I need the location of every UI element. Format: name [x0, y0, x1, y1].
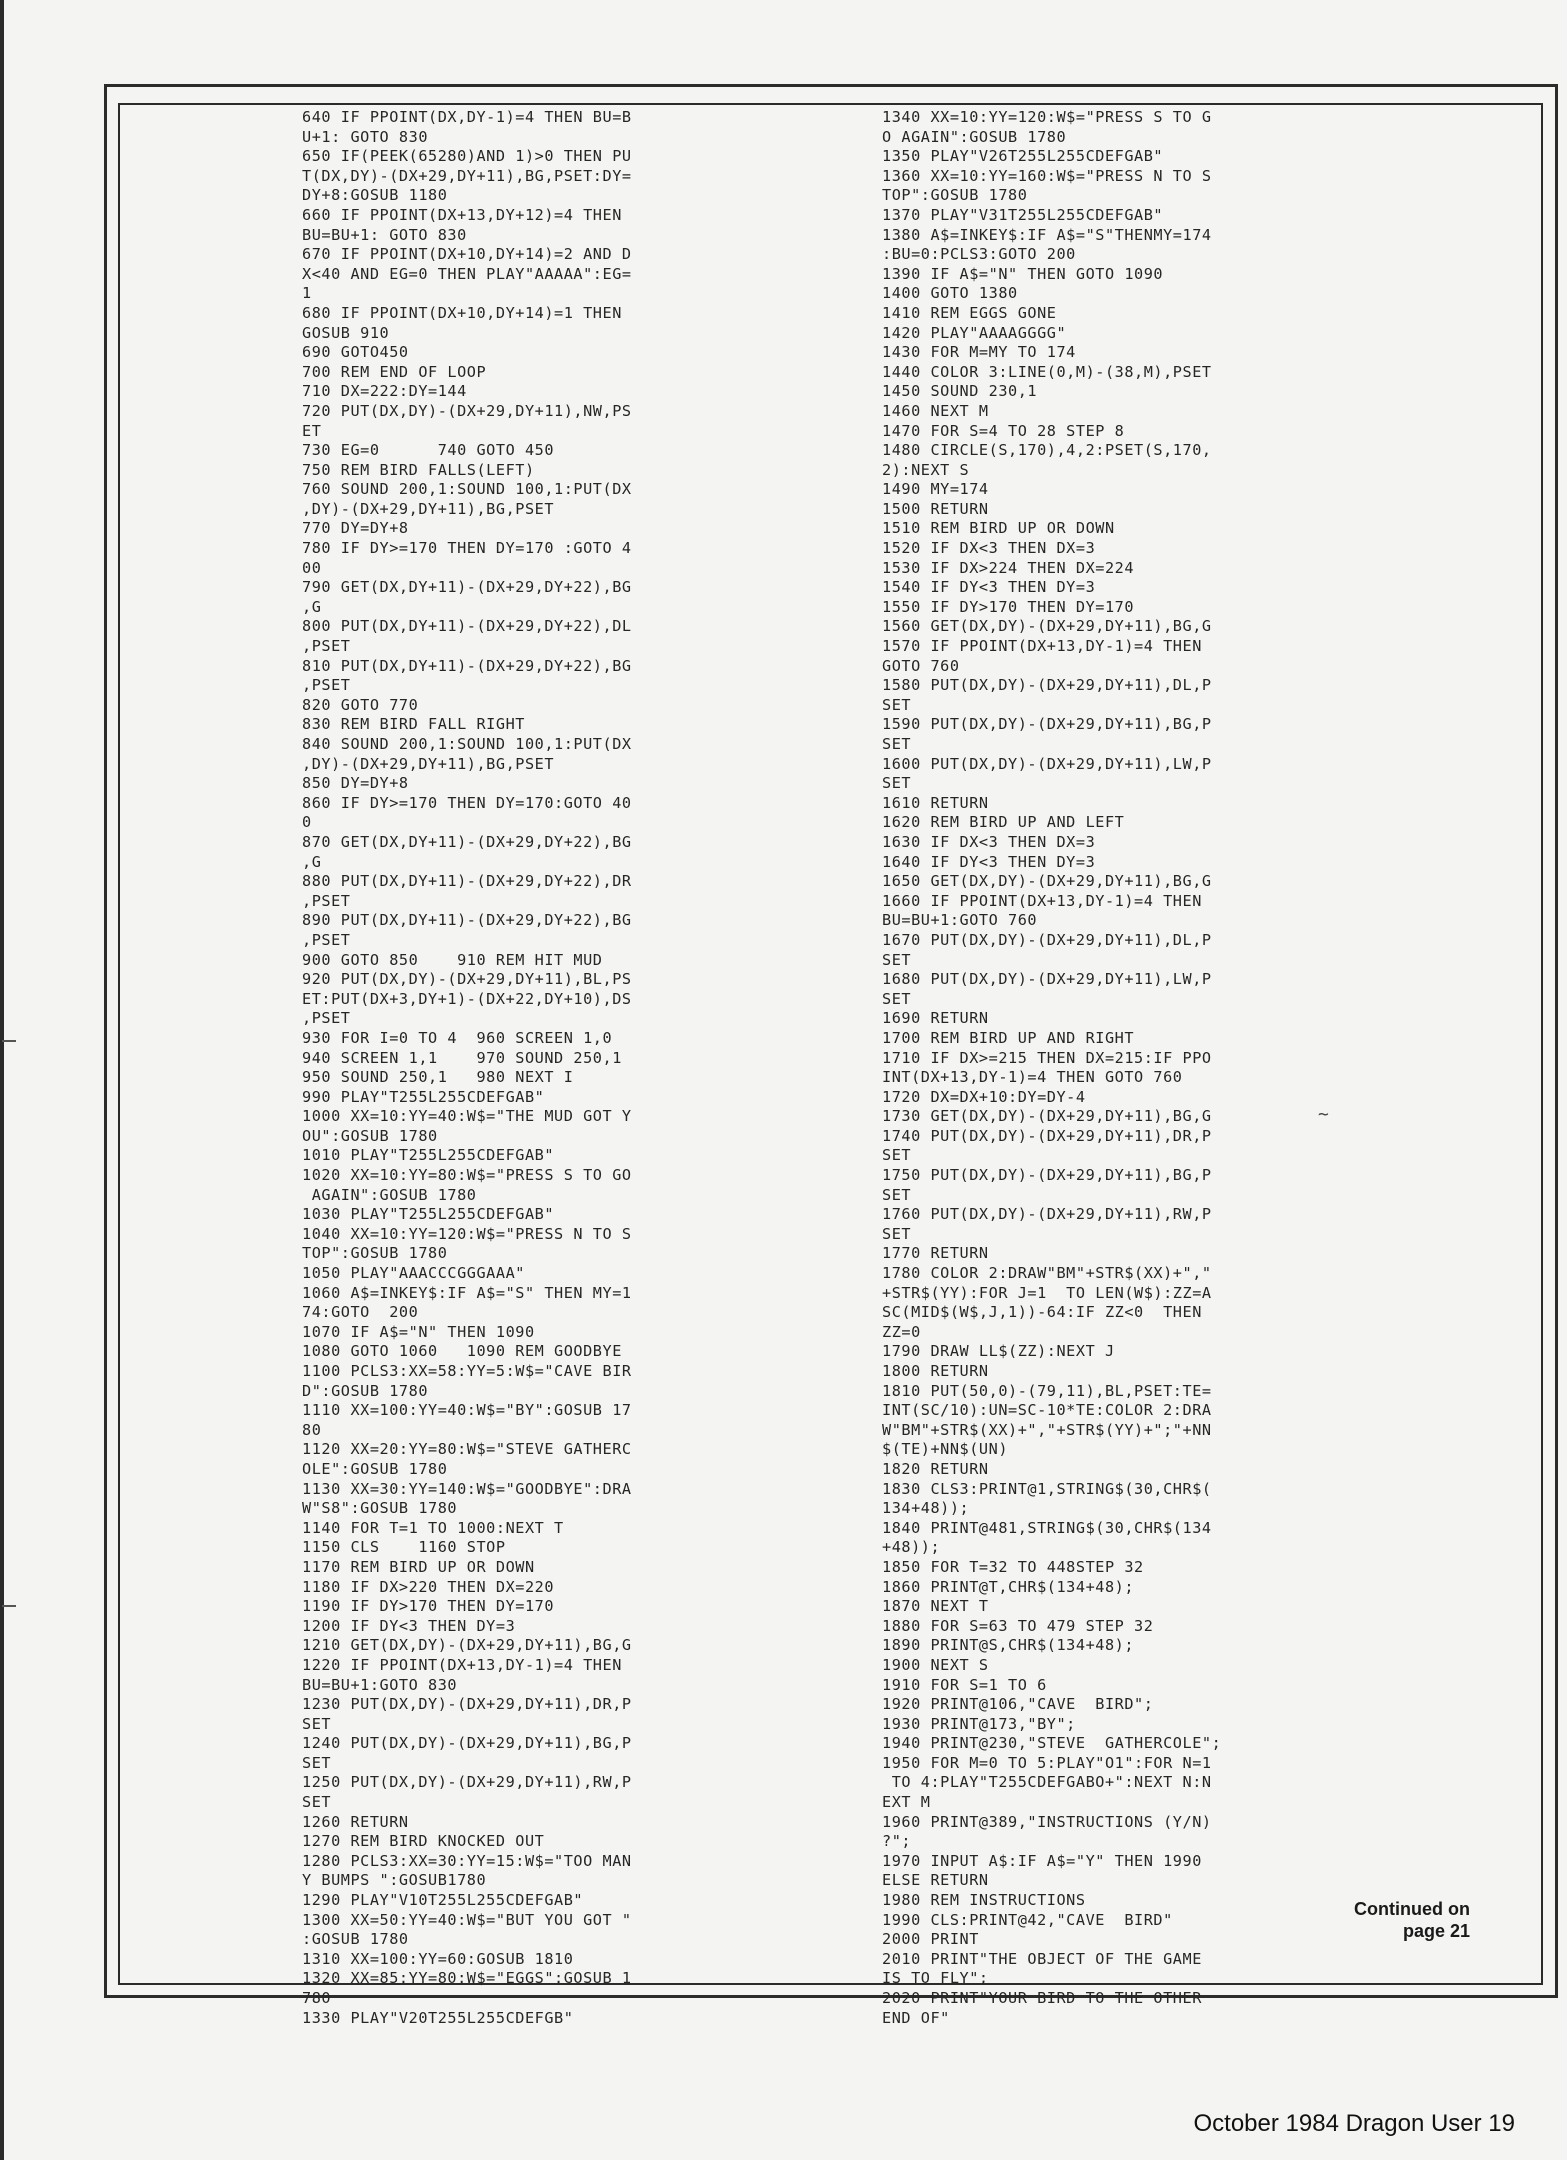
code-line: 1000 XX=10:YY=40:W$="THE MUD GOT Y — [302, 1107, 632, 1126]
code-line: 940 SCREEN 1,1 970 SOUND 250,1 — [302, 1048, 622, 1067]
code-line: 1600 PUT(DX,DY)-(DX+29,DY+11),LW,P — [882, 754, 1212, 773]
code-line: T(DX,DY)-(DX+29,DY+11),BG,PSET:DY= — [302, 166, 632, 185]
code-line: SC(MID$(W$,J,1))-64:IF ZZ<0 THEN — [882, 1303, 1202, 1322]
code-line: 1100 PCLS3:XX=58:YY=5:W$="CAVE BIR — [302, 1362, 632, 1380]
code-line: $(TE)+NN$(UN) — [882, 1440, 1009, 1459]
code-line: 1250 PUT(DX,DY)-(DX+29,DY+11),RW,P — [302, 1773, 632, 1792]
code-line: IS TO FLY"; — [882, 1969, 989, 1988]
code-line: 1320 XX=85:YY=80:W$="EGGS":GOSUB 1 — [302, 1969, 632, 1988]
binding-tick — [2, 1040, 16, 1042]
code-line: 1580 PUT(DX,DY)-(DX+29,DY+11),DL,P — [882, 676, 1212, 695]
code-line: 830 REM BIRD FALL RIGHT — [302, 715, 525, 734]
code-line: :GOSUB 1780 — [302, 1930, 409, 1949]
code-line: SET — [882, 695, 912, 714]
code-line: 2020 PRINT"YOUR BIRD TO THE OTHER — [882, 1989, 1202, 2007]
code-line: DY+8:GOSUB 1180 — [302, 186, 448, 205]
code-line: 1370 PLAY"V31T255L255CDEFGAB" — [882, 205, 1164, 224]
code-line: 1780 COLOR 2:DRAW"BM"+STR$(XX)+"," — [882, 1264, 1212, 1283]
code-line: 1260 RETURN — [302, 1812, 409, 1831]
code-line: 1080 GOTO 1060 1090 REM GOODBYE — [302, 1342, 622, 1361]
code-line: 1180 IF DX>220 THEN DX=220 — [302, 1577, 555, 1596]
code-line: +48)); — [882, 1538, 941, 1557]
code-line: 1150 CLS 1160 STOP — [302, 1538, 506, 1557]
code-line: X<40 AND EG=0 THEN PLAY"AAAAA":EG= — [302, 264, 632, 283]
code-line: ,DY)-(DX+29,DY+11),BG,PSET — [302, 754, 555, 773]
code-line: 1810 PUT(50,0)-(79,11),BL,PSET:TE= — [882, 1381, 1212, 1400]
code-line: ,PSET — [302, 930, 351, 949]
continued-notice — [1330, 1898, 1470, 1942]
code-line: 990 PLAY"T255L255CDEFGAB" — [302, 1087, 545, 1106]
code-line: 1340 XX=10:YY=120:W$="PRESS S TO G — [882, 108, 1212, 126]
code-line: 1310 XX=100:YY=60:GOSUB 1810 — [302, 1949, 574, 1968]
code-line: 1570 IF PPOINT(DX+13,DY-1)=4 THEN — [882, 637, 1202, 656]
code-line: 1790 DRAW LL$(ZZ):NEXT J — [882, 1342, 1115, 1361]
code-line: 690 GOTO450 — [302, 343, 409, 362]
code-line: BU=BU+1: GOTO 830 — [302, 225, 467, 244]
code-line: 950 SOUND 250,1 980 NEXT I — [302, 1068, 574, 1087]
code-line: 1590 PUT(DX,DY)-(DX+29,DY+11),BG,P — [882, 715, 1212, 734]
code-line: 1400 GOTO 1380 — [882, 284, 1018, 303]
code-line: 1130 XX=30:YY=140:W$="GOODBYE":DRA — [302, 1479, 632, 1498]
code-line: 1890 PRINT@S,CHR$(134+48); — [882, 1636, 1135, 1655]
code-line: 1880 FOR S=63 TO 479 STEP 32 — [882, 1616, 1154, 1635]
code-line: 1970 INPUT A$:IF A$="Y" THEN 1990 — [882, 1851, 1202, 1870]
code-line: 1070 IF A$="N" THEN 1090 — [302, 1322, 535, 1341]
code-line: 1940 PRINT@230,"STEVE GATHERCOLE"; — [882, 1734, 1222, 1753]
code-line: 670 IF PPOINT(DX+10,DY+14)=2 AND D — [302, 245, 632, 264]
code-line: SET — [882, 1224, 912, 1243]
code-line: 1510 REM BIRD UP OR DOWN — [882, 519, 1115, 538]
code-line: D":GOSUB 1780 — [302, 1381, 429, 1400]
code-line: INT(SC/10):UN=SC-10*TE:COLOR 2:DRA — [882, 1401, 1212, 1420]
code-line: 680 IF PPOINT(DX+10,DY+14)=1 THEN — [302, 303, 622, 322]
code-line: 1690 RETURN — [882, 1009, 989, 1028]
code-line: 660 IF PPOINT(DX+13,DY+12)=4 THEN — [302, 205, 622, 224]
code-line: 1440 COLOR 3:LINE(0,M)-(38,M),PSET — [882, 362, 1212, 381]
code-line: 1120 XX=20:YY=80:W$="STEVE GATHERC — [302, 1440, 632, 1459]
code-line: 1190 IF DY>170 THEN DY=170 — [302, 1597, 555, 1616]
code-line: 1840 PRINT@481,STRING$(30,CHR$(134 — [882, 1518, 1212, 1537]
code-line: 1390 IF A$="N" THEN GOTO 1090 — [882, 264, 1164, 283]
code-line: GOTO 760 — [882, 656, 960, 675]
code-line: 840 SOUND 200,1:SOUND 100,1:PUT(DX — [302, 735, 632, 753]
code-line: OU":GOSUB 1780 — [302, 1126, 438, 1145]
code-line: W"S8":GOSUB 1780 — [302, 1499, 458, 1518]
code-line: 1020 XX=10:YY=80:W$="PRESS S TO GO — [302, 1166, 632, 1185]
code-line: 770 DY=DY+8 — [302, 519, 409, 538]
code-line: ,G — [302, 597, 322, 616]
code-line: 1420 PLAY"AAAAGGGG" — [882, 323, 1067, 342]
code-line: 1060 A$=INKEY$:IF A$="S" THEN MY=1 — [302, 1283, 632, 1302]
code-line: ?"; — [882, 1832, 912, 1851]
code-line: 1820 RETURN — [882, 1459, 989, 1478]
code-line: SET — [882, 989, 912, 1008]
code-line: SET — [882, 1185, 912, 1204]
code-line: 1710 IF DX>=215 THEN DX=215:IF PPO — [882, 1048, 1212, 1067]
code-line: INT(DX+13,DY-1)=4 THEN GOTO 760 — [882, 1068, 1183, 1087]
code-line: 2010 PRINT"THE OBJECT OF THE GAME — [882, 1949, 1202, 1968]
code-line: 1360 XX=10:YY=160:W$="PRESS N TO S — [882, 166, 1212, 185]
code-line: 1380 A$=INKEY$:IF A$="S"THENMY=174 — [882, 225, 1212, 244]
code-line: ,PSET — [302, 891, 351, 910]
code-line: 1460 NEXT M — [882, 401, 989, 420]
code-line: ,PSET — [302, 637, 351, 656]
code-line: 1920 PRINT@106,"CAVE BIRD"; — [882, 1695, 1154, 1714]
code-line: 1560 GET(DX,DY)-(DX+29,DY+11),BG,G — [882, 617, 1212, 636]
code-line: 00 — [302, 558, 322, 577]
code-line: 870 GET(DX,DY+11)-(DX+29,DY+22),BG — [302, 832, 632, 851]
code-line: 800 PUT(DX,DY+11)-(DX+29,DY+22),DL — [302, 617, 632, 636]
code-line: 1740 PUT(DX,DY)-(DX+29,DY+11),DR,P — [882, 1126, 1212, 1145]
code-line: EXT M — [882, 1793, 931, 1812]
code-line: 1300 XX=50:YY=40:W$="BUT YOU GOT " — [302, 1910, 632, 1929]
code-line: 1900 NEXT S — [882, 1655, 989, 1674]
code-line: 1410 REM EGGS GONE — [882, 303, 1057, 322]
code-line: U+1: GOTO 830 — [302, 127, 429, 146]
code-line: 1050 PLAY"AAACCCGGGAAA" — [302, 1264, 525, 1283]
code-line: 820 GOTO 770 — [302, 695, 419, 714]
code-line: 860 IF DY>=170 THEN DY=170:GOTO 40 — [302, 793, 632, 812]
code-line: 1960 PRINT@389,"INSTRUCTIONS (Y/N) — [882, 1812, 1212, 1831]
code-line: 1230 PUT(DX,DY)-(DX+29,DY+11),DR,P — [302, 1695, 632, 1714]
code-line: TOP":GOSUB 1780 — [882, 186, 1028, 205]
code-line: ,PSET — [302, 1009, 351, 1028]
code-line: 1850 FOR T=32 TO 448STEP 32 — [882, 1557, 1144, 1576]
code-line: BU=BU+1:GOTO 760 — [882, 911, 1038, 930]
code-line: 1520 IF DX<3 THEN DX=3 — [882, 539, 1096, 558]
code-line: 850 DY=DY+8 — [302, 774, 409, 793]
code-line: 2000 PRINT — [882, 1930, 979, 1949]
code-line: 1280 PCLS3:XX=30:YY=15:W$="TOO MAN — [302, 1851, 632, 1870]
code-line: 700 REM END OF LOOP — [302, 362, 487, 381]
code-line: 1500 RETURN — [882, 499, 989, 518]
code-line: ,G — [302, 852, 322, 871]
code-line: 1430 FOR M=MY TO 174 — [882, 343, 1076, 362]
code-line: 1490 MY=174 — [882, 480, 989, 499]
code-line: 1770 RETURN — [882, 1244, 989, 1263]
code-listing-left-column — [302, 108, 902, 2028]
code-line: 750 REM BIRD FALLS(LEFT) — [302, 460, 535, 479]
code-line: :BU=0:PCLS3:GOTO 200 — [882, 245, 1076, 264]
code-line: 720 PUT(DX,DY)-(DX+29,DY+11),NW,PS — [302, 401, 632, 420]
code-line: 2):NEXT S — [882, 460, 970, 479]
code-line: 80 — [302, 1420, 322, 1439]
code-listing-right-column — [882, 108, 1532, 2028]
code-line: 74:GOTO 200 — [302, 1303, 419, 1322]
code-line: 780 — [302, 1989, 332, 2007]
code-line: 1240 PUT(DX,DY)-(DX+29,DY+11),BG,P — [302, 1734, 632, 1753]
code-line: ZZ=0 — [882, 1322, 921, 1341]
code-line: 760 SOUND 200,1:SOUND 100,1:PUT(DX — [302, 480, 632, 499]
code-line: 1980 REM INSTRUCTIONS — [882, 1891, 1086, 1910]
code-line: 1950 FOR M=0 TO 5:PLAY"O1":FOR N=1 — [882, 1753, 1212, 1772]
code-line: W"BM"+STR$(XX)+","+STR$(YY)+";"+NN — [882, 1420, 1212, 1439]
margin-mark: ~ — [1318, 1104, 1329, 1125]
code-line: 1140 FOR T=1 TO 1000:NEXT T — [302, 1518, 564, 1537]
code-line: 710 DX=222:DY=144 — [302, 382, 467, 401]
code-line: 1870 NEXT T — [882, 1597, 989, 1616]
code-line: TOP":GOSUB 1780 — [302, 1244, 448, 1263]
code-line: 1540 IF DY<3 THEN DY=3 — [882, 578, 1096, 597]
code-line: ELSE RETURN — [882, 1871, 989, 1890]
code-line: 1830 CLS3:PRINT@1,STRING$(30,CHR$( — [882, 1479, 1212, 1498]
continued-line-1: Continued on — [1354, 1899, 1470, 1919]
code-line: 1220 IF PPOINT(DX+13,DY-1)=4 THEN — [302, 1655, 622, 1674]
code-line: 1530 IF DX>224 THEN DX=224 — [882, 558, 1135, 577]
code-line: 900 GOTO 850 910 REM HIT MUD — [302, 950, 603, 969]
code-line: 1480 CIRCLE(S,170),4,2:PSET(S,170, — [882, 441, 1212, 460]
code-line: 930 FOR I=0 TO 4 960 SCREEN 1,0 — [302, 1028, 613, 1047]
code-line: 780 IF DY>=170 THEN DY=170 :GOTO 4 — [302, 539, 632, 558]
code-line: 730 EG=0 740 GOTO 450 — [302, 441, 555, 460]
code-line: TO 4:PLAY"T255CDEFGABO+":NEXT N:N — [882, 1773, 1212, 1792]
code-line: 1990 CLS:PRINT@42,"CAVE BIRD" — [882, 1910, 1173, 1929]
code-line: 1800 RETURN — [882, 1362, 989, 1380]
code-line: 1750 PUT(DX,DY)-(DX+29,DY+11),BG,P — [882, 1166, 1212, 1185]
code-line: SET — [302, 1753, 332, 1772]
code-line: SET — [882, 735, 912, 753]
code-line: 1680 PUT(DX,DY)-(DX+29,DY+11),LW,P — [882, 970, 1212, 989]
code-line: ,PSET — [302, 676, 351, 695]
code-line: ,DY)-(DX+29,DY+11),BG,PSET — [302, 499, 555, 518]
code-line: ET — [302, 421, 322, 440]
code-line: 1620 REM BIRD UP AND LEFT — [882, 813, 1125, 832]
code-line: OLE":GOSUB 1780 — [302, 1459, 448, 1478]
code-line: 1200 IF DY<3 THEN DY=3 — [302, 1616, 516, 1635]
code-line: 1650 GET(DX,DY)-(DX+29,DY+11),BG,G — [882, 872, 1212, 891]
code-line: 790 GET(DX,DY+11)-(DX+29,DY+22),BG — [302, 578, 632, 597]
code-line: GOSUB 910 — [302, 323, 390, 342]
code-line: 1700 REM BIRD UP AND RIGHT — [882, 1028, 1135, 1047]
code-line: 640 IF PPOINT(DX,DY-1)=4 THEN BU=B — [302, 108, 632, 126]
code-line: 1760 PUT(DX,DY)-(DX+29,DY+11),RW,P — [882, 1205, 1212, 1224]
code-line: 1930 PRINT@173,"BY"; — [882, 1714, 1076, 1733]
code-line: AGAIN":GOSUB 1780 — [302, 1185, 477, 1204]
code-line: 1910 FOR S=1 TO 6 — [882, 1675, 1047, 1694]
code-line: 1350 PLAY"V26T255L255CDEFGAB" — [882, 147, 1164, 166]
code-line: 1610 RETURN — [882, 793, 989, 812]
code-line: 0 — [302, 813, 312, 832]
code-line: SET — [882, 950, 912, 969]
code-line: 1290 PLAY"V10T255L255CDEFGAB" — [302, 1891, 584, 1910]
code-line: SET — [302, 1793, 332, 1812]
code-line: 920 PUT(DX,DY)-(DX+29,DY+11),BL,PS — [302, 970, 632, 989]
code-line: Y BUMPS ":GOSUB1780 — [302, 1871, 487, 1890]
code-line: 1640 IF DY<3 THEN DY=3 — [882, 852, 1096, 871]
code-line: SET — [882, 774, 912, 793]
code-line: SET — [302, 1714, 332, 1733]
code-line: O AGAIN":GOSUB 1780 — [882, 127, 1067, 146]
code-line: 1660 IF PPOINT(DX+13,DY-1)=4 THEN — [882, 891, 1202, 910]
code-line: 1 — [302, 284, 312, 303]
code-line: 1670 PUT(DX,DY)-(DX+29,DY+11),DL,P — [882, 930, 1212, 949]
code-line: BU=BU+1:GOTO 830 — [302, 1675, 458, 1694]
code-line: 1470 FOR S=4 TO 28 STEP 8 — [882, 421, 1125, 440]
code-line: 1030 PLAY"T255L255CDEFGAB" — [302, 1205, 555, 1224]
code-line: 880 PUT(DX,DY+11)-(DX+29,DY+22),DR — [302, 872, 632, 891]
code-line: 650 IF(PEEK(65280)AND 1)>0 THEN PU — [302, 147, 632, 166]
code-line: 1730 GET(DX,DY)-(DX+29,DY+11),BG,G — [882, 1107, 1212, 1126]
code-line: 810 PUT(DX,DY+11)-(DX+29,DY+22),BG — [302, 656, 632, 675]
code-line: 1040 XX=10:YY=120:W$="PRESS N TO S — [302, 1224, 632, 1243]
code-line: 1210 GET(DX,DY)-(DX+29,DY+11),BG,G — [302, 1636, 632, 1655]
code-line: 1550 IF DY>170 THEN DY=170 — [882, 597, 1135, 616]
code-line: 890 PUT(DX,DY+11)-(DX+29,DY+22),BG — [302, 911, 632, 930]
continued-line-2: page 21 — [1402, 1921, 1470, 1941]
code-line: +STR$(YY):FOR J=1 TO LEN(W$):ZZ=A — [882, 1283, 1212, 1302]
page-binding-edge — [0, 0, 4, 2160]
binding-tick — [2, 1605, 16, 1607]
code-line: 1630 IF DX<3 THEN DX=3 — [882, 832, 1096, 851]
code-line: END OF" — [882, 2008, 950, 2027]
code-line: 1170 REM BIRD UP OR DOWN — [302, 1557, 535, 1576]
code-line: 134+48)); — [882, 1499, 970, 1518]
code-line: ET:PUT(DX+3,DY+1)-(DX+22,DY+10),DS — [302, 989, 632, 1008]
code-line: 1010 PLAY"T255L255CDEFGAB" — [302, 1146, 555, 1165]
page-footer: October 1984 Dragon User 19 — [1193, 2110, 1515, 2137]
code-line: 1110 XX=100:YY=40:W$="BY":GOSUB 17 — [302, 1401, 632, 1420]
code-line: 1450 SOUND 230,1 — [882, 382, 1038, 401]
code-line: 1720 DX=DX+10:DY=DY-4 — [882, 1087, 1086, 1106]
code-line: 1270 REM BIRD KNOCKED OUT — [302, 1832, 545, 1851]
code-line: SET — [882, 1146, 912, 1165]
code-line: 1330 PLAY"V20T255L255CDEFGB" — [302, 2008, 574, 2027]
code-line: 1860 PRINT@T,CHR$(134+48); — [882, 1577, 1135, 1596]
